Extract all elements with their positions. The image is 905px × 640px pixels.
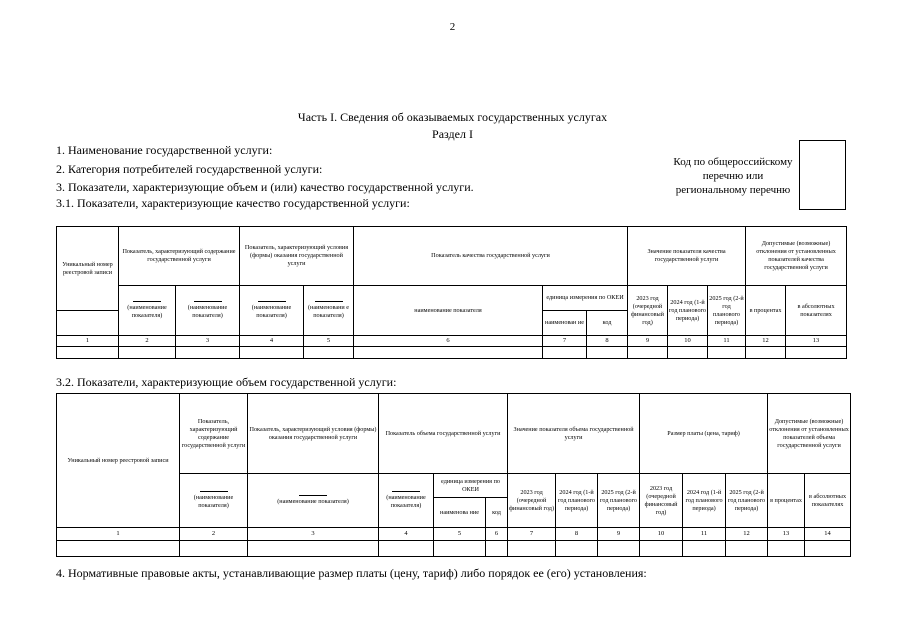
data-cell[interactable] xyxy=(57,347,119,359)
data-cell[interactable] xyxy=(176,347,240,359)
content-indicator-header: Показатель, характеризующий содержание государственной услуги xyxy=(119,227,240,286)
data-cell[interactable] xyxy=(486,541,508,557)
column-number: 9 xyxy=(598,528,640,541)
condition-indicator-header: Показатель, характеризующий условия (формы) оказания государственной услуги xyxy=(248,394,379,474)
data-cell[interactable] xyxy=(598,541,640,557)
volume-value-header: Значение показателя объема государственной услуги xyxy=(508,394,640,474)
column-number: 6 xyxy=(486,528,508,541)
column-number: 11 xyxy=(708,336,746,347)
column-number: 5 xyxy=(434,528,486,541)
absolute-header: в абсолютных показателях xyxy=(786,286,847,336)
data-cell[interactable] xyxy=(668,347,708,359)
data-cell[interactable] xyxy=(543,347,587,359)
column-number: 7 xyxy=(543,336,587,347)
reg-number-spacer xyxy=(57,311,119,336)
data-cell[interactable] xyxy=(768,541,805,557)
data-cell[interactable] xyxy=(508,541,556,557)
deviation-header: Допустимые (возможные) отклонения от установленных показателей объема государственной услуги xyxy=(768,394,851,474)
volume-table xyxy=(56,393,851,557)
quality-table xyxy=(56,226,847,359)
column-number: 14 xyxy=(805,528,851,541)
name-indicator-cell: (наименовани е показателя) xyxy=(304,286,354,336)
data-cell[interactable] xyxy=(746,347,786,359)
data-cell[interactable] xyxy=(180,541,248,557)
data-cell[interactable] xyxy=(354,347,543,359)
absolute-header: в абсолютных показателях xyxy=(805,474,851,528)
data-cell[interactable] xyxy=(726,541,768,557)
price-header: Размер платы (цена, тариф) xyxy=(640,394,768,474)
registry-code-label: Код по общероссийскому перечню или региональному перечню xyxy=(673,156,793,196)
unit-name-header: наименова ние xyxy=(434,498,486,528)
column-number: 5 xyxy=(304,336,354,347)
data-cell[interactable] xyxy=(57,541,180,557)
quality-indicators-line: 3.1. Показатели, характеризующие качество государственной услуги: xyxy=(56,196,410,210)
quality-indicator-header: Показатель качества государственной услуги xyxy=(354,227,628,286)
okei-unit-header: единица измерения по ОКЕИ xyxy=(543,286,628,311)
year-2023-header: 2023 год (очередной финансовый год) xyxy=(628,286,668,336)
reg-number-header: Уникальный номер реестровой записи xyxy=(57,227,119,311)
column-number: 2 xyxy=(180,528,248,541)
data-cell[interactable] xyxy=(587,347,628,359)
volume-indicators-line: 3.2. Показатели, характеризующие объем государственной услуги: xyxy=(56,375,397,389)
year-2023-header: 2023 год (очередной финансовый год) xyxy=(508,474,556,528)
data-cell[interactable] xyxy=(805,541,851,557)
data-cell[interactable] xyxy=(786,347,847,359)
column-number: 7 xyxy=(508,528,556,541)
column-number: 4 xyxy=(240,336,304,347)
column-number: 8 xyxy=(556,528,598,541)
indicators-line: 3. Показатели, характеризующие объем и (или) качество государственной услуги. xyxy=(56,180,474,194)
column-number: 10 xyxy=(668,336,708,347)
column-number: 8 xyxy=(587,336,628,347)
column-number: 9 xyxy=(628,336,668,347)
data-cell[interactable] xyxy=(640,541,683,557)
legal-acts-line: 4. Нормативные правовые акты, устанавливающие размер платы (цену, тариф) либо порядок ее (его) установления: xyxy=(56,566,647,580)
year-2025-header: 2025 год (2-й год планового периода) xyxy=(598,474,640,528)
column-number: 3 xyxy=(176,336,240,347)
column-number: 1 xyxy=(57,336,119,347)
consumer-category-line: 2. Категория потребителей государственной услуги: xyxy=(56,162,323,176)
column-number: 1 xyxy=(57,528,180,541)
percent-header: в процентах xyxy=(768,474,805,528)
data-cell[interactable] xyxy=(304,347,354,359)
name-indicator-cell: (наименование показателя) xyxy=(119,286,176,336)
column-number: 6 xyxy=(354,336,543,347)
name-indicator-cell: (наименование показателя) xyxy=(240,286,304,336)
quality-value-header: Значение показателя качества государственной услуги xyxy=(628,227,746,286)
price-2024-header: 2024 год (1-й год планового периода) xyxy=(683,474,726,528)
column-number: 4 xyxy=(379,528,434,541)
price-2025-header: 2025 год (2-й год планового периода) xyxy=(726,474,768,528)
name-indicator-cell: (наименование показателя) xyxy=(176,286,240,336)
name-indicator-cell: (наименование показателя) xyxy=(248,474,379,528)
column-number: 12 xyxy=(726,528,768,541)
service-name-line: 1. Наименование государственной услуги: xyxy=(56,143,273,157)
volume-indicator-header: Показатель объема государственной услуги xyxy=(379,394,508,474)
unit-name-header: наименован ие xyxy=(543,311,587,336)
data-cell[interactable] xyxy=(240,347,304,359)
data-cell[interactable] xyxy=(119,347,176,359)
table-row[interactable] xyxy=(57,347,847,359)
data-cell[interactable] xyxy=(434,541,486,557)
column-number: 10 xyxy=(640,528,683,541)
section-title: Раздел I xyxy=(432,127,473,141)
deviation-header: Допустимые (возможные) отклонения от установленных показателей качества государственной услуги xyxy=(746,227,847,286)
data-cell[interactable] xyxy=(683,541,726,557)
table-row[interactable] xyxy=(57,541,851,557)
name-indicator-cell: (наименование показателя) xyxy=(180,474,248,528)
column-number: 12 xyxy=(746,336,786,347)
column-number: 13 xyxy=(786,336,847,347)
content-indicator-header: Показатель, характеризующий содержание государственной услуги xyxy=(180,394,248,474)
reg-number-header: Уникальный номер реестровой записи xyxy=(57,394,180,528)
price-2023-header: 2023 год (очередной финансовый год) xyxy=(640,474,683,528)
year-2024-header: 2024 год (1-й год планового периода) xyxy=(556,474,598,528)
year-2025-header: 2025 год (2-й год планового периода) xyxy=(708,286,746,336)
unit-code-header: код xyxy=(486,498,508,528)
data-cell[interactable] xyxy=(248,541,379,557)
percent-header: в процентах xyxy=(746,286,786,336)
data-cell[interactable] xyxy=(628,347,668,359)
name-indicator-cell: (наименование показателя) xyxy=(379,474,434,528)
part-title: Часть I. Сведения об оказываемых государственных услугах xyxy=(297,110,608,124)
condition-indicator-header: Показатель, характеризующий условия (формы) оказания государственной услуги xyxy=(240,227,354,286)
data-cell[interactable] xyxy=(556,541,598,557)
okei-unit-header: единица измерения по ОКЕИ xyxy=(434,474,508,498)
column-number: 2 xyxy=(119,336,176,347)
data-cell[interactable] xyxy=(379,541,434,557)
data-cell[interactable] xyxy=(708,347,746,359)
year-2024-header: 2024 год (1-й год планового периода) xyxy=(668,286,708,336)
page-number: 2 xyxy=(449,21,456,33)
unit-code-header: код xyxy=(587,311,628,336)
column-number: 11 xyxy=(683,528,726,541)
column-number: 3 xyxy=(248,528,379,541)
column-number: 13 xyxy=(768,528,805,541)
registry-code-box[interactable] xyxy=(799,140,846,210)
indicator-name-header: наименование показателя xyxy=(354,286,543,336)
